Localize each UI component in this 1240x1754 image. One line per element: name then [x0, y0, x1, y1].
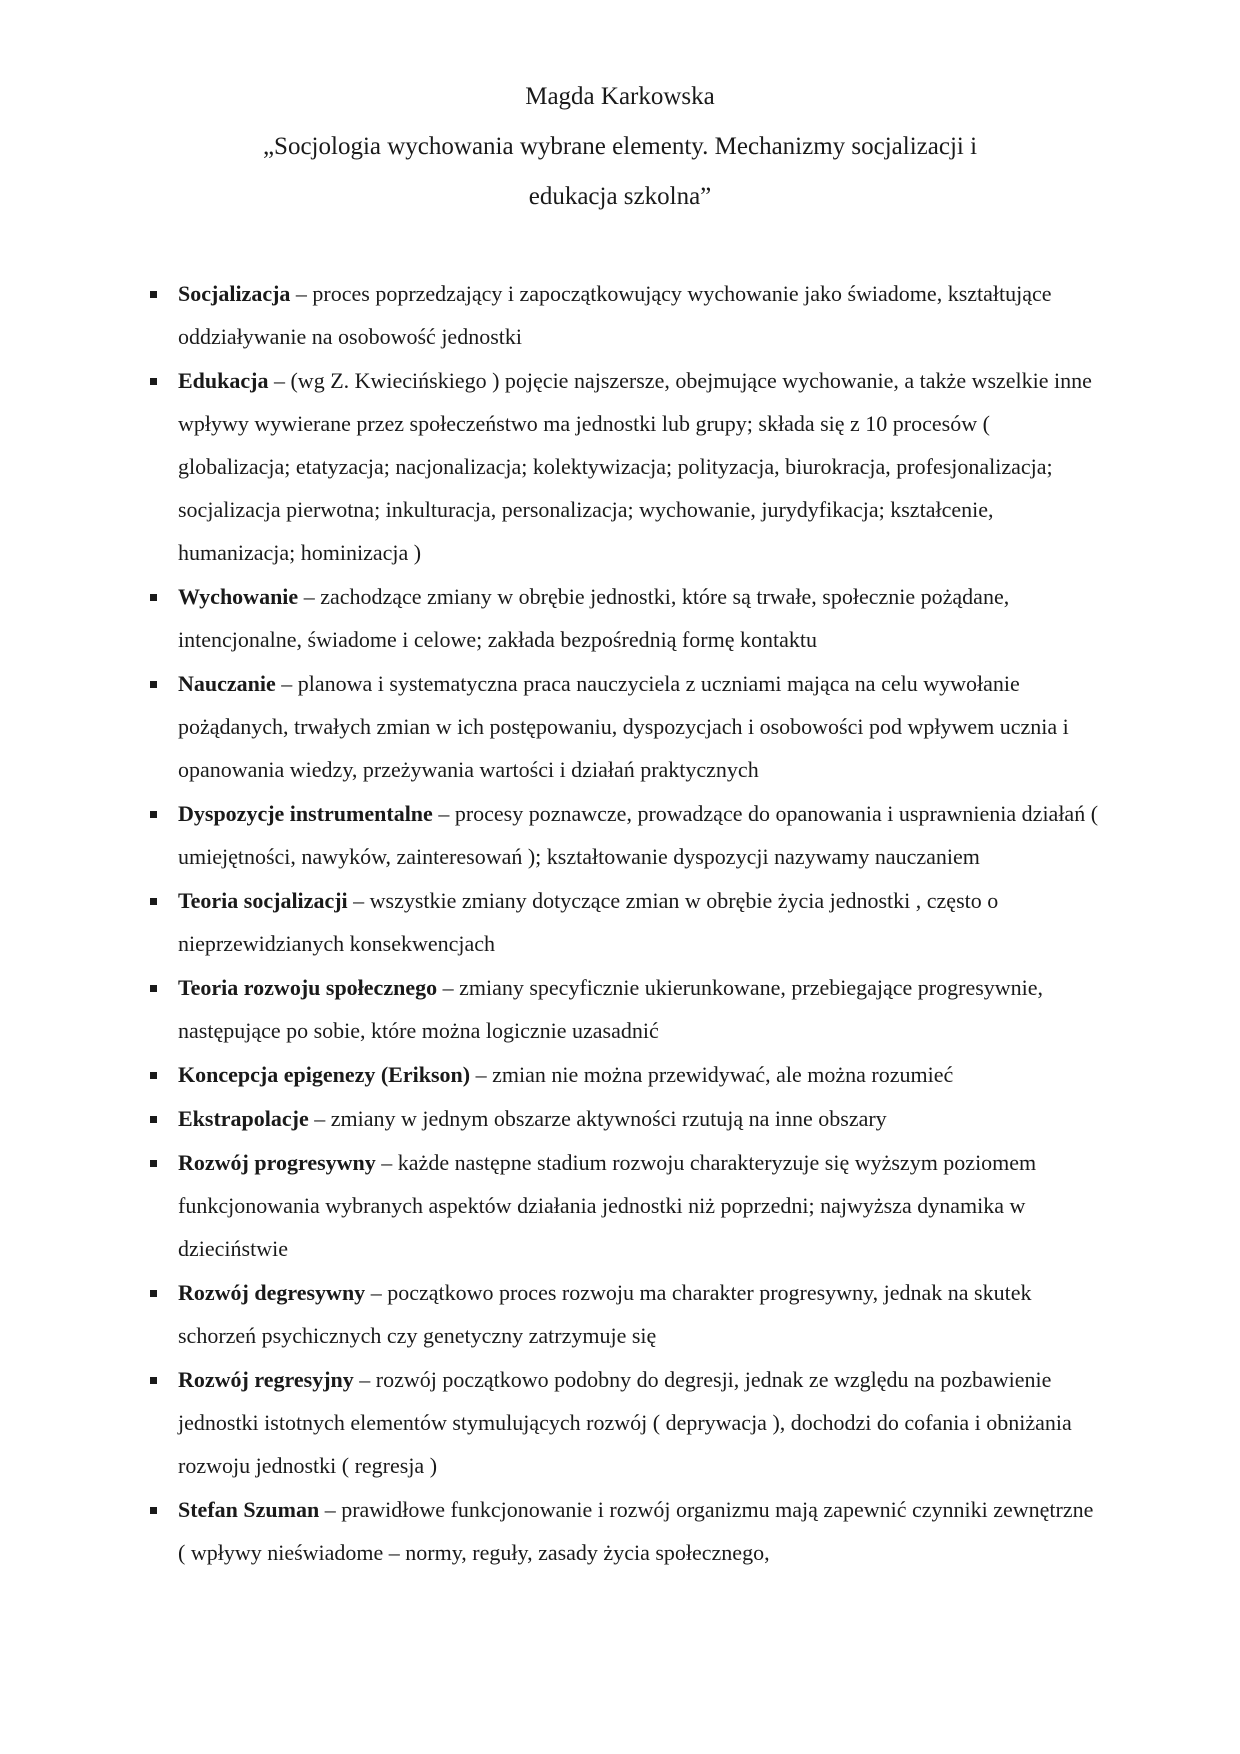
term-definition: – (wg Z. Kwiecińskiego ) pojęcie najszersze, obejmujące wychowanie, a także wszelkie inne wpływy wywierane przez społeczeństwo ma jednostki lub grupy; składa się z 10 procesów ( globalizacja; etatyzacja; nacjonalizacja; kolektywizacja; polityzacja, biurokracja, profesjonalizacja; socjalizacja pierwotna; inkulturacja, personalizacja; wychowanie, jurydyfikacja; kształcenie, humanizacja; hominizacja ) [178, 368, 1092, 565]
list-item [140, 1488, 1100, 1574]
term-definition: – zmiany w jednym obszarze aktywności rzutują na inne obszary [308, 1106, 887, 1131]
term-name: Socjalizacja [178, 281, 291, 306]
list-item [140, 1097, 1100, 1140]
term-name: Rozwój progresywny [178, 1150, 376, 1175]
document-title-line-2: edukacja szkolna” [528, 183, 712, 210]
term-name: Rozwój degresywny [178, 1280, 366, 1305]
term-definition: – prawidłowe funkcjonowanie i rozwój organizmu mają zapewnić czynniki zewnętrzne ( wpływy nieświadome – normy, reguły, zasady życia społecznego, [178, 1497, 1094, 1565]
term-name: Dyspozycje instrumentalne [178, 801, 433, 826]
list-item [140, 879, 1100, 965]
term-name: Wychowanie [178, 584, 299, 609]
term-definition: – procesy poznawcze, prowadzące do opanowania i usprawnienia działań ( umiejętności, nawyków, zainteresowań ); kształtowanie dyspozycji nazywamy nauczaniem [178, 801, 1099, 869]
list-item [140, 792, 1100, 878]
list-item [140, 1271, 1100, 1357]
term-definition: – planowa i systematyczna praca nauczyciela z uczniami mająca na celu wywołanie pożądanych, trwałych zmian w ich postępowaniu, dyspozycjach i osobowości pod wpływem ucznia i opanowania wiedzy, przeżywania wartości i działań praktycznych [178, 671, 1069, 782]
term-name: Teoria socjalizacji [178, 888, 348, 913]
list-item [140, 1141, 1100, 1270]
author-name: Magda Karkowska [525, 83, 715, 110]
term-name: Nauczanie [178, 671, 276, 696]
term-definition: – zmian nie można przewidywać, ale można rozumieć [470, 1062, 954, 1087]
term-definition: – każde następne stadium rozwoju charakteryzuje się wyższym poziomem funkcjonowania wybranych aspektów działania jednostki niż poprzedni; najwyższa dynamika w dzieciństwie [178, 1150, 1037, 1261]
document-title-line-1: „Socjologia wychowania wybrane elementy. Mechanizmy socjalizacji i [262, 133, 978, 160]
term-name: Stefan Szuman [178, 1497, 320, 1522]
document-header [0, 72, 1240, 222]
term-definition: – zachodzące zmiany w obrębie jednostki, które są trwałe, społecznie pożądane, intencjonalne, świadome i celowe; zakłada bezpośrednią formę kontaktu [178, 584, 1010, 652]
list-item [140, 1053, 1100, 1096]
term-name: Edukacja [178, 368, 269, 393]
list-item [140, 359, 1100, 574]
term-name: Ekstrapolacje [178, 1106, 309, 1131]
list-item [140, 272, 1100, 358]
list-item [140, 966, 1100, 1052]
term-name: Rozwój regresyjny [178, 1367, 354, 1392]
term-definition: – proces poprzedzający i zapoczątkowujący wychowanie jako świadome, kształtujące oddziaływanie na osobowość jednostki [178, 281, 1052, 349]
term-definition: – wszystkie zmiany dotyczące zmian w obrębie życia jednostki , często o nieprzewidzianych konsekwencjach [178, 888, 999, 956]
list-item [140, 575, 1100, 661]
list-item [140, 662, 1100, 791]
term-name: Koncepcja epigenezy (Erikson) [178, 1062, 471, 1087]
list-item [140, 1358, 1100, 1487]
term-definition: – zmiany specyficznie ukierunkowane, przebiegające progresywnie, następujące po sobie, które można logicznie uzasadnić [178, 975, 1044, 1043]
term-definition: – początkowo proces rozwoju ma charakter progresywny, jednak na skutek schorzeń psychicznych czy genetyczny zatrzymuje się [178, 1280, 1032, 1348]
term-name: Teoria rozwoju społecznego [178, 975, 438, 1000]
term-definition: – rozwój początkowo podobny do degresji, jednak ze względu na pozbawienie jednostki istotnych elementów stymulujących rozwój ( deprywacja ), dochodzi do cofania i obniżania rozwoju jednostki ( regresja ) [178, 1367, 1072, 1478]
terms-list [140, 272, 1100, 1575]
